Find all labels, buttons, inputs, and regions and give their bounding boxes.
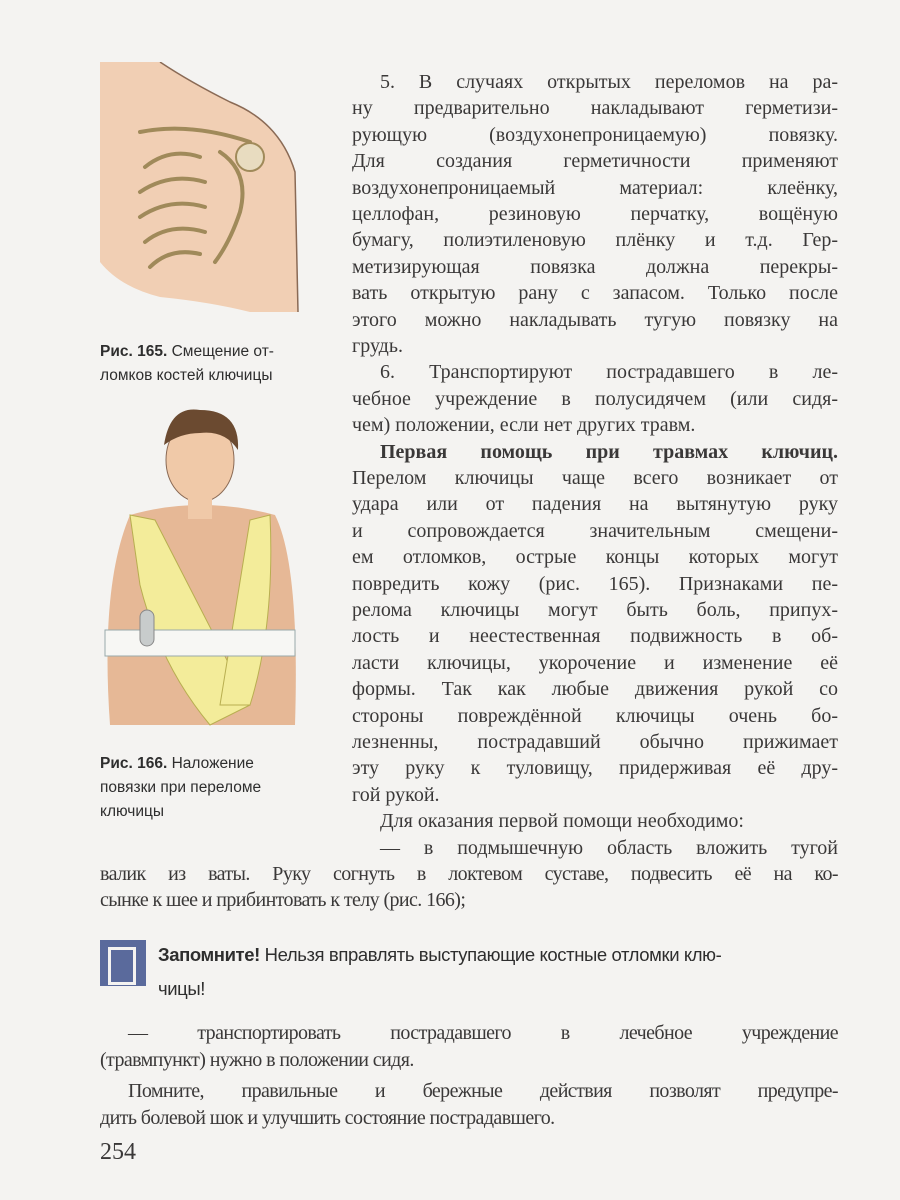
- figure-166-caption: [100, 752, 261, 824]
- text-line: ласти ключицы, укорочение и изменение её: [352, 651, 838, 674]
- text-line: чебное учреждение в полусидячем (или сидя-: [352, 387, 838, 410]
- text-line: эту руку к туловищу, придерживая её дру-: [352, 757, 838, 780]
- text-line: воздухонепроницаемый материал: клеёнку,: [352, 176, 838, 199]
- text-line: Для оказания первой помощи необходимо:: [380, 810, 744, 833]
- text-line: Помните, правильные и бережные действия позволят предупре-: [128, 1080, 838, 1102]
- figure-165-clavicle-illustration: [100, 62, 300, 312]
- text-line: грудь.: [352, 335, 403, 357]
- text-line: метизирующая повязка должна перекры-: [352, 255, 838, 278]
- text-line: — в подмышечную область вложить тугой: [380, 836, 838, 859]
- text-line: чем) положении, если нет других травм.: [352, 414, 696, 437]
- text-line: формы. Так как любые движения рукой со: [352, 678, 838, 701]
- text-line: удара или от падения на вытянутую руку: [352, 493, 838, 516]
- figure-166-caption-line: ключицы: [100, 803, 165, 820]
- text-line: бумагу, полиэтиленовую плёнку и т.д. Гер-: [352, 229, 838, 252]
- text-line: гой рукой.: [352, 783, 440, 806]
- text-line: Для создания герметичности применяют: [352, 150, 838, 173]
- callout-text-cont: чицы!: [158, 978, 206, 999]
- text-line: лость и неестественная подвижность в об-: [352, 625, 838, 648]
- text-line: этого можно накладывать тугую повязку на: [352, 308, 838, 331]
- text-line: ем отломков, острые концы которых могут: [352, 546, 838, 569]
- figure-166-caption-line: повязки при переломе: [100, 779, 262, 796]
- text-line: вать открытую рану с запасом. Только после: [352, 282, 838, 305]
- figure-165-caption-line: Смещение от-: [171, 343, 274, 360]
- text-line: дить болевой шок и улучшить состояние пострадавшего.: [100, 1107, 555, 1129]
- text-line: валик из ваты. Руку согнуть в локтевом суставе, подвесить её на ко-: [100, 863, 838, 885]
- figure-166-sling-illustration: [100, 405, 300, 740]
- callout-text: Нельзя вправлять выступающие костные отломки клю-: [264, 944, 722, 965]
- figure-166-caption-line: Наложение: [171, 755, 254, 772]
- text-line: Перелом ключицы чаще всего возникает от: [352, 467, 838, 489]
- note-pencil-icon: [100, 940, 146, 986]
- page-number: 254: [100, 1139, 136, 1165]
- text-line: сынке к шее и прибинтовать к телу (рис. 166);: [100, 889, 466, 912]
- text-line: лезненны, пострадавший обычно прижимает: [352, 731, 838, 753]
- text-line: (травмпункт) нужно в положении сидя.: [100, 1049, 414, 1071]
- text-line: 6. Транспортируют пострадавшего в ле-: [380, 361, 838, 384]
- figure-165-caption: [100, 340, 274, 388]
- text-line: ну предварительно накладывают герметизи-: [352, 97, 838, 120]
- text-line: — транспортировать пострадавшего в лечебное учреждение: [128, 1022, 838, 1044]
- text-line: целлофан, резиновую перчатку, вощёную: [352, 203, 838, 225]
- text-line: 5. В случаях открытых переломов на ра-: [380, 71, 838, 93]
- remember-callout: [100, 938, 840, 1008]
- figure-166-label: Рис. 166.: [100, 755, 168, 772]
- figure-165-label: Рис. 165.: [100, 343, 168, 360]
- text-line: релома ключицы могут быть боль, припух-: [352, 599, 838, 621]
- section-heading-line: Первая помощь при травмах ключиц.: [380, 440, 838, 463]
- text-line: повредить кожу (рис. 165). Признаками пе-: [352, 572, 838, 595]
- figure-165-caption-line: ломков костей ключицы: [100, 367, 273, 384]
- text-line: стороны повреждённой ключицы очень бо-: [352, 704, 838, 727]
- text-line: и сопровождается значительным смещени-: [352, 519, 838, 542]
- text-line: рующую (воздухонепроницаемую) повязку.: [352, 123, 838, 146]
- callout-title: Запомните!: [158, 944, 260, 965]
